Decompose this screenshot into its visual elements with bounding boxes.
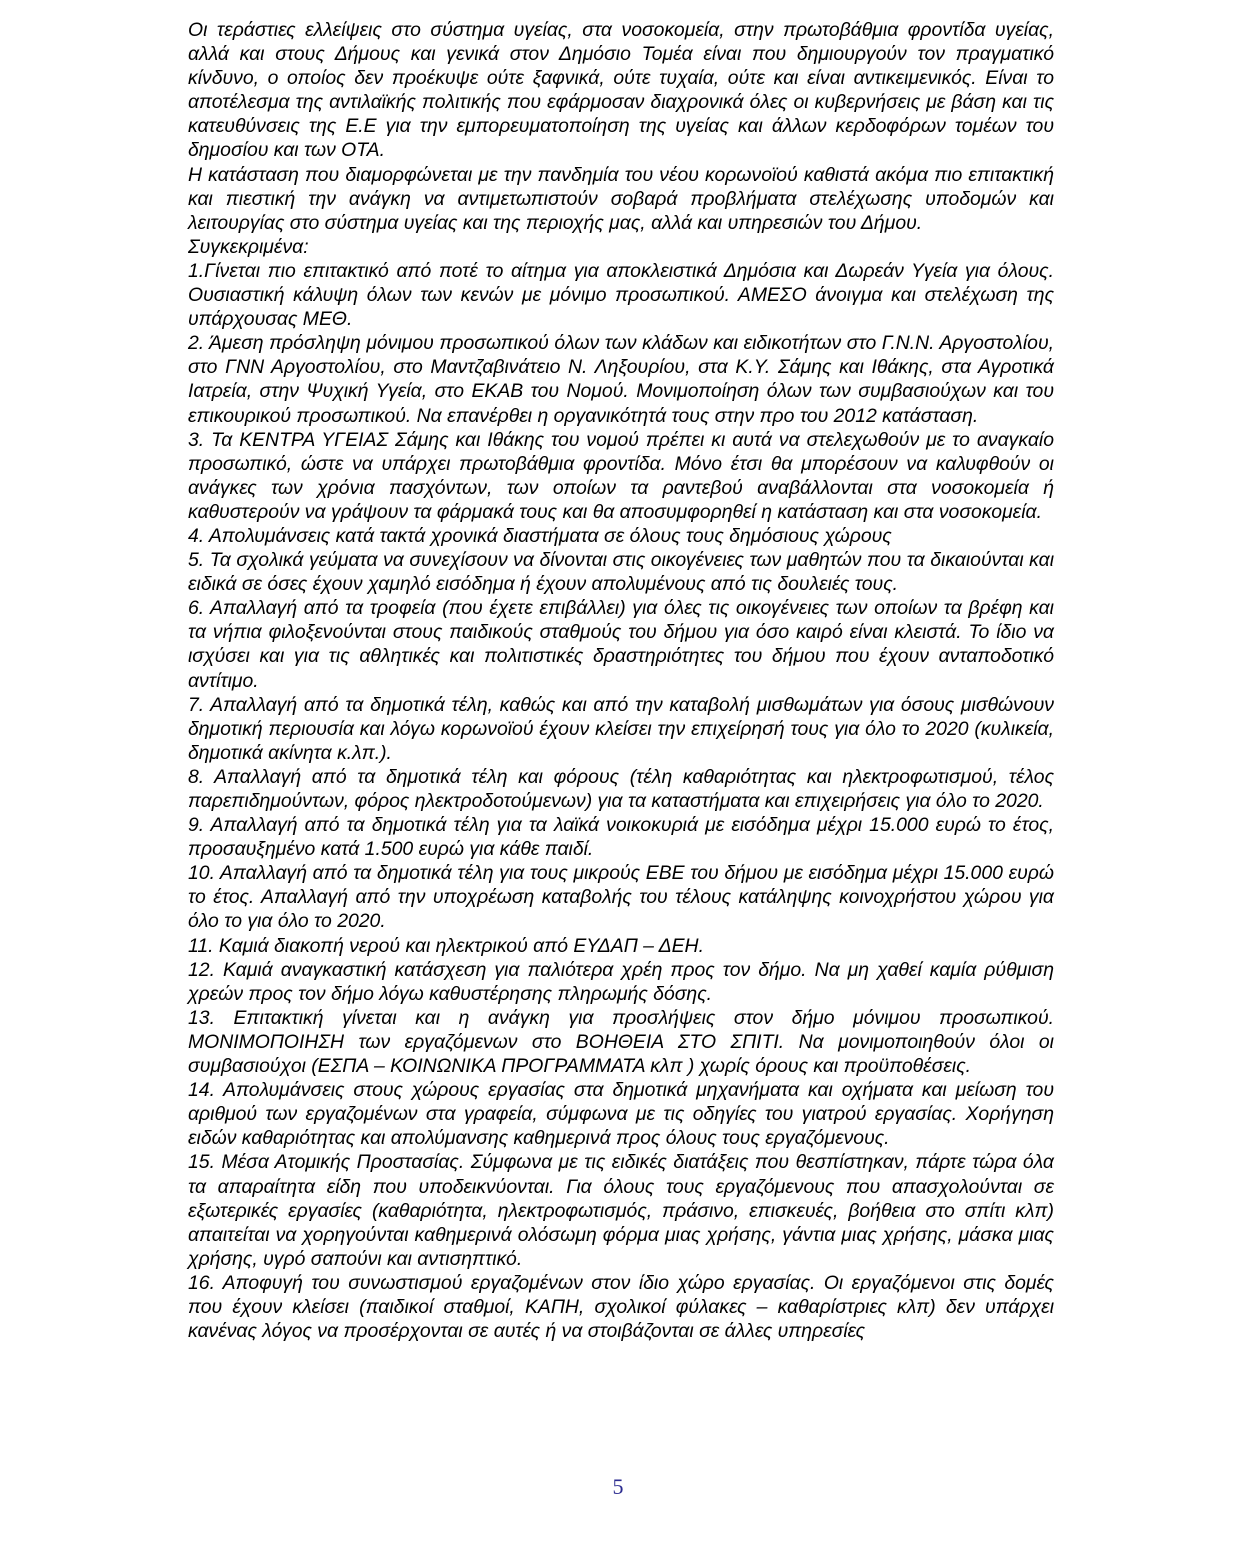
list-item-16: 16. Αποφυγή του συνωστισμού εργαζομένων στον ίδιο χώρο εργασίας. Οι εργαζόμενοι στις δομές που έχουν κλείσει (παιδικοί σταθμοί, ΚΑΠΗ, σχολικοί φύλακες – καθαρίστριες κλπ) δεν υπάρχει κανένας λόγος να προσέρχονται σε αυτές ή να στοιβάζονται σε άλλες υπηρεσίες [188, 1271, 1054, 1343]
list-item-1: 1.Γίνεται πιο επιτακτικό από ποτέ το αίτημα για αποκλειστικά Δημόσια και Δωρεάν Υγεία για όλους. Ουσιαστική κάλυψη όλων των κενών με μόνιμο προσωπικού. ΑΜΕΣΟ άνοιγμα και στελέχωση της υπάρχουσας ΜΕΘ. [188, 259, 1054, 331]
document-body [188, 18, 1054, 1343]
paragraph-intro-1: Οι τεράστιες ελλείψεις στο σύστημα υγείας, στα νοσοκομεία, στην πρωτοβάθμια φροντίδα υγείας, αλλά και στους Δήμους και γενικά στον Δημόσιο Τομέα είναι που δημιουργούν τον πραγματικό κίνδυνο, ο οποίος δεν προέκυψε ούτε ξαφνικά, ούτε τυχαία, ούτε και είναι αντικειμενικός. Είναι το αποτέλεσμα της αντιλαϊκής πολιτικής που εφάρμοσαν διαχρονικά όλες οι κυβερνήσεις με βάση και τις κατευθύνσεις της Ε.Ε για την εμπορευματοποίηση της υγείας και άλλων κερδοφόρων τομέων του δημοσίου και των ΟΤΑ. [188, 19, 1054, 162]
list-item-2: 2. Άμεση πρόσληψη μόνιμου προσωπικού όλων των κλάδων και ειδικοτήτων στο Γ.Ν.Ν. Αργοστολίου, στο ΓΝΝ Αργοστολίου, στο Μαντζαβινάτειο Ν. Ληξουρίου, στα Κ.Υ. Σάμης και Ιθάκης, στα Αγροτικά Ιατρεία, στην Ψυχική Υγεία, στο ΕΚΑΒ του Νομού. Μονιμοποίηση όλων των συμβασιούχων και του επικουρικού προσωπικού. Να επανέρθει η οργανικότητά τους στην προ του 2012 κατάσταση. [188, 332, 1054, 427]
paragraph-intro-2: Η κατάσταση που διαμορφώνεται με την πανδημία του νέου κορωνοϊού καθιστά ακόμα πιο επιτακτική και πιεστική την ανάγκη να αντιμετωπιστούν σοβαρά προβλήματα στελέχωσης υποδομών και λειτουργίας στο σύστημα υγείας και της περιοχής μας, αλλά και υπηρεσιών του Δήμου. [188, 163, 1054, 234]
list-item-9: 9. Απαλλαγή από τα δημοτικά τέλη για τα λαϊκά νοικοκυριά με εισόδημα μέχρι 15.000 ευρώ το έτος, προσαυξημένο κατά 1.500 ευρώ για κάθε παιδί. [188, 814, 1054, 861]
list-item-12: 12. Καμιά αναγκαστική κατάσχεση για παλιότερα χρέη προς τον δήμο. Να μη χαθεί καμία ρύθμιση χρεών προς τον δήμο λόγω καθυστέρησης πληρωμής δόσης. [188, 958, 1054, 1005]
list-item-11: 11. Καμιά διακοπή νερού και ηλεκτρικού από ΕΥΔΑΠ – ΔΕΗ. [188, 934, 704, 957]
list-item-7: 7. Απαλλαγή από τα δημοτικά τέλη, καθώς και από την καταβολή μισθωμάτων για όσους μισθώνουν δημοτική περιουσία και λόγω κορωνοϊού έχουν κλείσει την επιχείρησή τους για όλο το 2020 (κυλικεία, δημοτικά ακίνητα κ.λπ.). [188, 693, 1054, 764]
list-item-15: 15. Μέσα Ατομικής Προστασίας. Σύμφωνα με τις ειδικές διατάξεις που θεσπίστηκαν, πάρτε τώρα όλα τα απαραίτητα είδη που υποδεικνύονται. Για όλους τους εργαζόμενους που απασχολούνται σε εξωτερικές εργασίες (καθαριότητα, ηλεκτροφωτισμός, πράσινο, επισκευές, βοήθεια στο σπίτι κλπ) απαιτείται να χορηγούνται καθημερινά ολόσωμη φόρμα μιας χρήσης, γάντια μιας χρήσης, μάσκα μιας χρήσης, υγρό σαπούνι και αντισηπτικό. [188, 1151, 1054, 1270]
list-item-3: 3. Τα ΚΕΝΤΡΑ ΥΓΕΙΑΣ Σάμης και Ιθάκης του νομού πρέπει κι αυτά να στελεχωθούν με το αναγκαίο προσωπικό, ώστε να υπάρχει πρωτοβάθμια φροντίδα. Μόνο έτσι θα μπορέσουν να καλυφθούν οι ανάγκες των χρόνια πασχόντων, των οποίων τα ραντεβού αναβάλλονται στα νοσοκομεία ή καθυστερούν να γράψουν τα φάρμακά τους και θα αποσυμφορηθεί η κατάσταση και στα νοσοκομεία. [188, 428, 1054, 523]
paragraph-heading-specifically: Συγκεκριμένα: [188, 235, 309, 258]
list-item-10: 10. Απαλλαγή από τα δημοτικά τέλη για τους μικρούς ΕΒΕ του δήμου με εισόδημα μέχρι 15.000 ευρώ το έτος. Απαλλαγή από την υποχρέωση καταβολής του τέλους κατάληψης κοινοχρήστου χώρου για όλο το για όλο το 2020. [188, 862, 1054, 933]
list-item-6: 6. Απαλλαγή από τα τροφεία (που έχετε επιβάλλει) για όλες τις οικογένειες των οποίων τα βρέφη και τα νήπια φιλοξενούνται στους παιδικούς σταθμούς του δήμου για όσο καιρό είναι κλειστά. Το ίδιο να ισχύσει και για τις αθλητικές και πολιτιστικές δραστηριότητες του δήμου που έχουν ανταποδοτικό αντίτιμο. [188, 597, 1054, 692]
list-item-8: 8. Απαλλαγή από τα δημοτικά τέλη και φόρους (τέλη καθαριότητας και ηλεκτροφωτισμού, τέλος παρεπιδημούντων, φόρος ηλεκτροδοτούμενων) για τα καταστήματα και επιχειρήσεις για όλο το 2020. [188, 765, 1054, 812]
list-item-13: 13. Επιτακτική γίνεται και η ανάγκη για προσλήψεις στον δήμο μόνιμου προσωπικού. ΜΟΝΙΜΟΠΟΙΗΣΗ των εργαζόμενων στο ΒΟΗΘΕΙΑ ΣΤΟ ΣΠΙΤΙ. Να μονιμοποιηθούν όλοι οι συμβασιούχοι (ΕΣΠΑ – ΚΟΙΝΩΝΙΚΑ ΠΡΟΓΡΑΜΜΑΤΑ κλπ ) χωρίς όρους και προϋποθέσεις. [188, 1006, 1054, 1078]
list-item-5: 5. Τα σχολικά γεύματα να συνεχίσουν να δίνονται στις οικογένειες των μαθητών που τα δικαιούνται και ειδικά σε όσες έχουν χαμηλό εισόδημα ή έχουν απολυμένους από τις δουλειές τους. [188, 549, 1054, 596]
page-number: 5 [612, 1474, 624, 1499]
list-item-4: 4. Απολυμάνσεις κατά τακτά χρονικά διαστήματα σε όλους τους δημόσιους χώρους [188, 524, 892, 547]
list-item-14: 14. Απολυμάνσεις στους χώρους εργασίας στα δημοτικά μηχανήματα και οχήματα και μείωση του αριθμού των εργαζομένων στα γραφεία, σύμφωνα με τις οδηγίες του γιατρού εργασίας. Χορήγηση ειδών καθαριότητας και απολύμανσης καθημερινά προς όλους τους εργαζόμενους. [188, 1079, 1054, 1150]
